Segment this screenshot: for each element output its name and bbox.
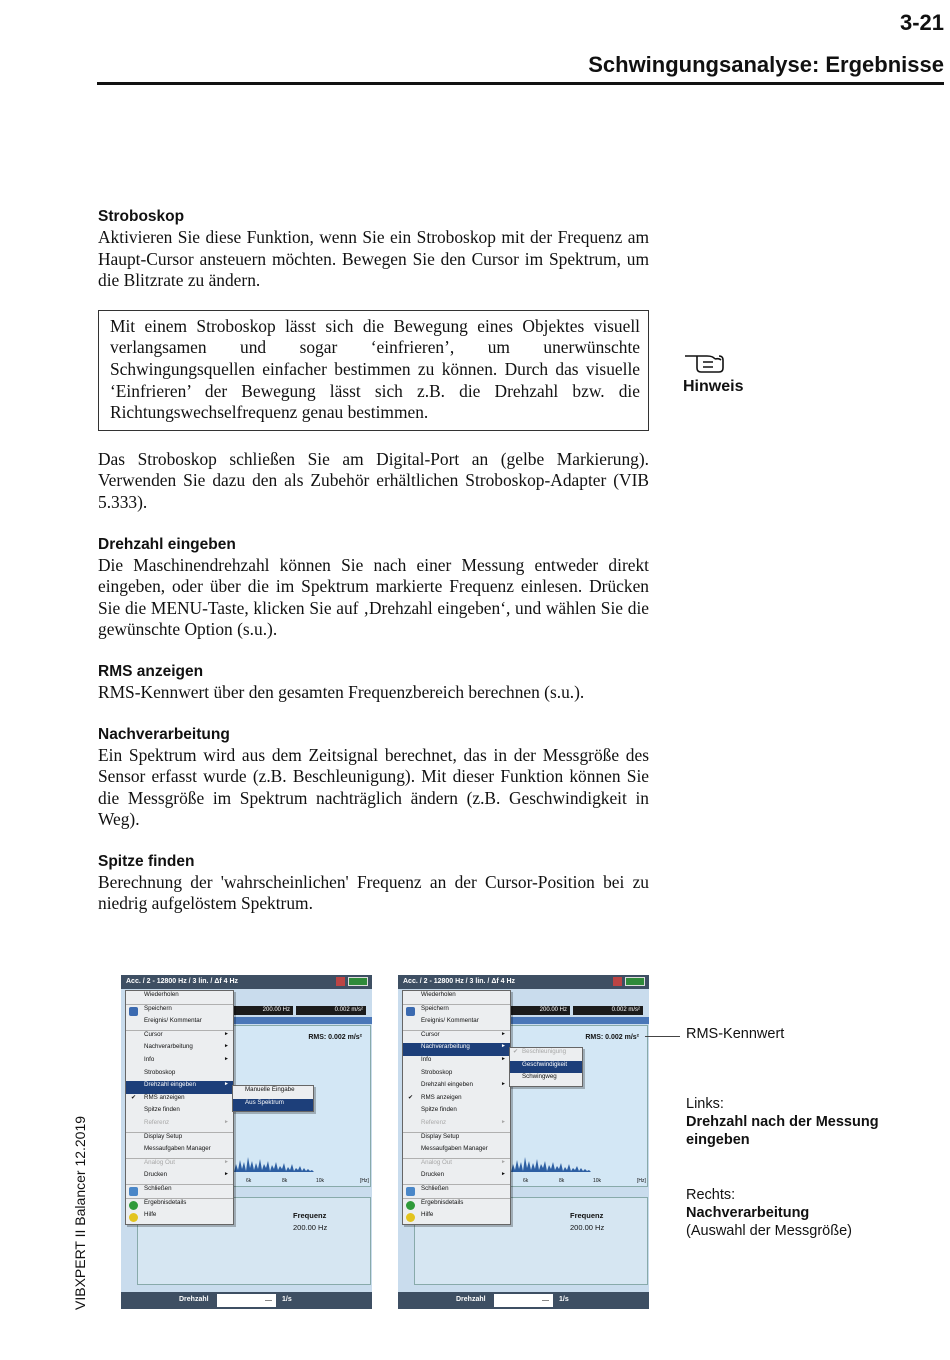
hint-marker	[683, 346, 763, 396]
submenu-nachverarbeitung	[509, 1047, 583, 1087]
frequenz-label: Frequenz	[570, 1211, 604, 1220]
menu-item-analog-out[interactable]: Analog Out ►	[144, 1158, 229, 1166]
rms-value: RMS: 0.002 m/s²	[308, 1034, 362, 1041]
tick-8k: 8k	[559, 1178, 565, 1184]
menu-item-ergebnisdetails[interactable]: Ergebnisdetails	[403, 1199, 510, 1212]
menu-item-drucken[interactable]: Drucken ►	[126, 1171, 233, 1185]
menu-item-analog-out[interactable]: Analog Out ►	[421, 1158, 506, 1166]
menu-item-ereignis[interactable]: Ereignis/ Kommentar	[403, 1017, 510, 1031]
menu-item-ergebnisdetails[interactable]: Ergebnisdetails	[126, 1199, 233, 1212]
menu-item-stroboskop[interactable]: Stroboskop	[144, 1068, 176, 1076]
help-icon	[129, 1213, 138, 1222]
screen-titlebar	[121, 975, 372, 989]
tick-10k: 10k	[316, 1178, 325, 1184]
menu-item-display-setup[interactable]: Display Setup	[421, 1132, 460, 1140]
cursor-bar	[233, 1017, 372, 1024]
paragraph-rms: RMS-Kennwert über den gesamten Frequenzbereich berechnen (s.u.).	[98, 681, 585, 702]
section-title-nachverarbeitung: Nachverarbeitung	[98, 725, 230, 743]
hint-label: Hinweis	[683, 378, 744, 395]
screen-title: Acc. / 2 - 12800 Hz / 3 lin. / Δf 4 Hz	[126, 978, 239, 985]
caption-rms: RMS-Kennwert	[686, 1026, 785, 1042]
amp-readout: 0.002 m/s²	[573, 1006, 643, 1015]
note-text: Mit einem Stroboskop lässt sich die Bewegung eines Objektes visuell verlangsamen und sogar ‘einfrieren’, um unerwünschte Schwingungsquellen einfacher bestimmen zu können. Durch das visuelle ‘Einfrieren’ der Bewegung lässt sich z.B. die Drehzahl bzw. die Richtungswechselfrequenz genau bestimmen.	[110, 315, 640, 423]
menu-item-spitze[interactable]: Spitze finden	[144, 1106, 180, 1114]
pointing-hand-icon	[683, 346, 735, 374]
rms-callout-line	[645, 1036, 680, 1037]
chevron-right-icon: ►	[501, 1030, 506, 1037]
drehzahl-label: Drehzahl	[179, 1296, 209, 1303]
rms-value: RMS: 0.002 m/s²	[585, 1034, 639, 1041]
menu-item-display-setup[interactable]: Display Setup	[144, 1132, 183, 1140]
page-heading: Schwingungsanalyse: Ergebnisse	[588, 52, 944, 77]
battery-icon	[625, 977, 645, 986]
caption-right	[686, 1186, 936, 1240]
menu-item-schliessen[interactable]: Schließen	[126, 1185, 233, 1199]
section-title-drehzahl: Drehzahl eingeben	[98, 535, 236, 553]
frequenz-value: 200.00 Hz	[293, 1223, 328, 1232]
paragraph-stroboskop-port: Das Stroboskop schließen Sie am Digital-Port an (gelbe Markierung). Verwenden Sie dazu den als Zubehör erhältlichen Stroboskop-Adapter (VIB 5.333).	[98, 448, 649, 512]
chevron-right-icon: ►	[224, 1081, 229, 1088]
menu-item-speichern[interactable]: Speichern	[403, 1005, 510, 1018]
context-menu	[402, 990, 511, 1225]
caption-left-prefix: Links:	[686, 1096, 724, 1112]
tick-8k: 8k	[282, 1178, 288, 1184]
menu-item-hilfe[interactable]: Hilfe	[126, 1211, 233, 1224]
frequenz-value: 200.00 Hz	[570, 1223, 605, 1232]
chevron-right-icon: ►	[224, 1055, 229, 1062]
screen-title: Acc. / 2 - 12800 Hz / 3 lin. / Δf 4 Hz	[403, 978, 516, 985]
check-icon: ✔	[513, 1049, 519, 1055]
screen-bottombar	[121, 1292, 372, 1309]
chevron-right-icon: ►	[501, 1118, 506, 1125]
submenu-item-beschleunigung[interactable]: ✔ Beschleunigung	[513, 1048, 567, 1055]
drehzahl-field[interactable]: —	[494, 1294, 553, 1307]
chevron-right-icon: ►	[501, 1081, 506, 1088]
drehzahl-unit: 1/s	[282, 1296, 292, 1303]
check-icon: ✔	[408, 1094, 414, 1101]
menu-item-messaufgaben[interactable]: Messaufgaben Manager	[126, 1145, 233, 1159]
menu-item-cursor[interactable]: Cursor ►	[421, 1030, 506, 1038]
paragraph-spitze: Berechnung der 'wahrscheinlichen' Frequenz an der Cursor-Position bei zu niedrig aufgelöstem Spektrum.	[98, 871, 649, 914]
alarm-icon	[336, 977, 345, 986]
menu-item-drehzahl[interactable]: Drehzahl eingeben ►	[126, 1081, 233, 1094]
tick-unit: [Hz]	[360, 1178, 369, 1184]
menu-item-info[interactable]: Info ►	[421, 1055, 506, 1063]
page-number: 3-21	[899, 10, 944, 35]
chevron-right-icon: ►	[224, 1158, 229, 1165]
tick-10k: 10k	[593, 1178, 602, 1184]
chevron-right-icon: ►	[501, 1171, 506, 1178]
submenu-item-schwingweg[interactable]: Schwingweg	[522, 1073, 557, 1081]
context-menu	[125, 990, 234, 1225]
menu-item-ereignis[interactable]: Ereignis/ Kommentar	[126, 1017, 233, 1031]
section-title-spitze: Spitze finden	[98, 852, 195, 870]
save-icon	[129, 1007, 138, 1016]
tick-6k: 6k	[523, 1178, 529, 1184]
cursor-bar	[510, 1017, 649, 1024]
drehzahl-field[interactable]: —	[217, 1294, 276, 1307]
note-box	[98, 310, 649, 431]
menu-item-rms[interactable]: ✔ RMS anzeigen	[408, 1093, 462, 1101]
chevron-right-icon: ►	[224, 1043, 229, 1050]
menu-item-referenz[interactable]: Referenz ►	[126, 1119, 233, 1133]
caption-left-text: Drehzahl nach der Messung eingeben	[686, 1114, 879, 1148]
tick-6k: 6k	[246, 1178, 252, 1184]
screen-bottombar	[398, 1292, 649, 1309]
caption-right-sub: (Auswahl der Messgröße)	[686, 1223, 852, 1239]
drehzahl-unit: 1/s	[559, 1296, 569, 1303]
help-icon	[406, 1213, 415, 1222]
chevron-right-icon: ►	[224, 1118, 229, 1125]
menu-item-hilfe[interactable]: Hilfe	[403, 1211, 510, 1224]
close-arrow-icon	[129, 1187, 138, 1196]
alarm-icon	[613, 977, 622, 986]
menu-item-nachverarbeitung[interactable]: Nachverarbeitung ►	[144, 1043, 229, 1051]
section-title-stroboskop: Stroboskop	[98, 208, 185, 225]
frequenz-label: Frequenz	[293, 1211, 327, 1220]
freq-readout: 200.00 Hz	[233, 1006, 293, 1015]
chevron-right-icon: ►	[501, 1158, 506, 1165]
menu-item-nachverarbeitung[interactable]: Nachverarbeitung ►	[403, 1043, 510, 1056]
battery-icon	[348, 977, 368, 986]
menu-item-spitze[interactable]: Spitze finden	[421, 1106, 457, 1114]
chevron-right-icon: ►	[224, 1171, 229, 1178]
device-screenshot-right	[398, 975, 649, 1309]
paragraph-drehzahl: Die Maschinendrehzahl können Sie nach einer Messung entweder direkt eingeben, oder über die im Spektrum markierte Frequenz einlesen. Drücken Sie die MENU-Taste, klicken Sie auf ‚Drehzahl eingeben‘, und wählen Sie die gewünschte Option (s.u.).	[98, 554, 649, 640]
menu-item-schliessen[interactable]: Schließen	[403, 1185, 510, 1199]
submenu-item-geschwindigkeit[interactable]: Geschwindigkeit	[510, 1061, 582, 1074]
paragraph-nachverarbeitung: Ein Spektrum wird aus dem Zeitsignal berechnet, das in der Messgröße des Sensor erfasst wurde (z.B. Beschleunigung). Mit dieser Funktion können Sie die Messgröße im Spektrum nachträglich ändern (z.B. Geschwindigkeit in Weg).	[98, 744, 649, 830]
caption-left	[686, 1095, 936, 1149]
drehzahl-label: Drehzahl	[456, 1296, 486, 1303]
menu-item-rms[interactable]: ✔ RMS anzeigen	[131, 1093, 185, 1101]
side-footer: VIBXPERT II Balancer 12.2019	[72, 1115, 88, 1310]
menu-item-stroboskop[interactable]: Stroboskop	[421, 1068, 453, 1076]
save-icon	[406, 1007, 415, 1016]
menu-item-speichern[interactable]: Speichern	[126, 1005, 233, 1018]
caption-right-text: Nachverarbeitung	[686, 1205, 810, 1221]
screen-titlebar	[398, 975, 649, 989]
amp-readout: 0.002 m/s²	[296, 1006, 366, 1015]
menu-item-cursor[interactable]: Cursor ►	[144, 1030, 229, 1038]
caption-right-prefix: Rechts:	[686, 1187, 736, 1203]
device-screenshot-left	[121, 975, 372, 1309]
info-icon	[129, 1201, 138, 1210]
menu-item-messaufgaben[interactable]: Messaufgaben Manager	[403, 1145, 510, 1159]
check-icon: ✔	[131, 1094, 137, 1101]
body-text	[98, 206, 649, 915]
menu-item-wiederholen[interactable]: Wiederholen	[403, 991, 510, 1005]
section-title-rms: RMS anzeigen	[98, 662, 204, 680]
menu-item-info[interactable]: Info ►	[144, 1055, 229, 1063]
menu-item-drehzahl[interactable]: Drehzahl eingeben ►	[421, 1081, 506, 1089]
chevron-right-icon: ►	[224, 1030, 229, 1037]
chevron-right-icon: ►	[501, 1043, 506, 1050]
tick-unit: [Hz]	[637, 1178, 646, 1184]
submenu-item-aus-spektrum[interactable]: Aus Spektrum	[233, 1099, 313, 1112]
submenu-item-manuell[interactable]: Manuelle Eingabe	[245, 1086, 295, 1093]
menu-item-drucken[interactable]: Drucken ►	[403, 1171, 510, 1185]
info-icon	[406, 1201, 415, 1210]
submenu-drehzahl	[232, 1085, 314, 1112]
freq-readout: 200.00 Hz	[510, 1006, 570, 1015]
close-arrow-icon	[406, 1187, 415, 1196]
chevron-right-icon: ►	[501, 1055, 506, 1062]
menu-item-referenz[interactable]: Referenz ►	[403, 1119, 510, 1133]
paragraph-stroboskop: Aktivieren Sie diese Funktion, wenn Sie ein Stroboskop mit der Frequenz am Haupt-Cursor ansteuern möchten. Bewegen Sie den Cursor im Spektrum, um die Blitzrate zu ändern.	[98, 227, 649, 291]
header-rule	[97, 82, 944, 85]
menu-item-wiederholen[interactable]: Wiederholen	[126, 991, 233, 1005]
